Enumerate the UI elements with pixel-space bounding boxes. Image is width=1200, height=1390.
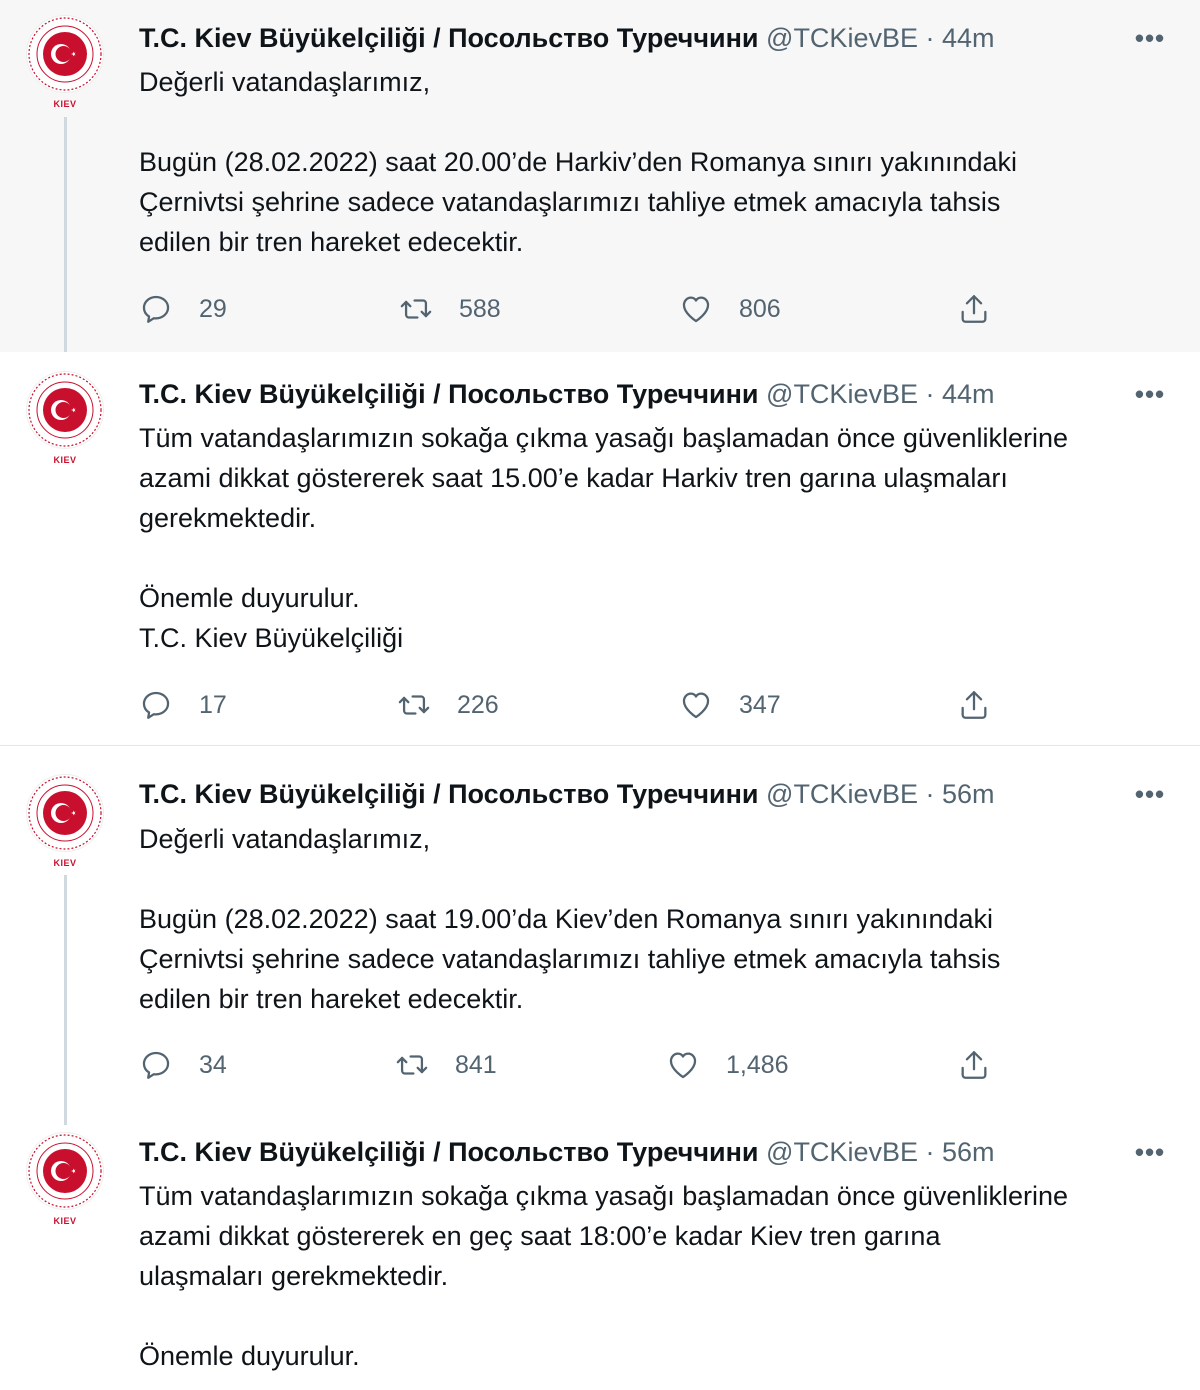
share-icon [957, 1048, 991, 1082]
more-horizontal-icon: ••• [1134, 23, 1166, 53]
text-line: azami dikkat göstererek saat 15.00’e kadar Harkiv tren garına ulaşmaları [139, 463, 1008, 493]
text-line: Değerli vatandaşlarımız, [139, 824, 431, 854]
text-line: Tüm vatandaşlarımızın sokağa çıkma yasağı başlamadan önce güvenliklerine [139, 423, 1068, 453]
author-handle[interactable]: @TCKievBE [766, 779, 918, 809]
text-line: Önemle duyurulur. [139, 583, 360, 613]
like-count: 806 [739, 294, 781, 323]
separator-dot: · [925, 1137, 935, 1167]
tweet-actions [139, 685, 1019, 725]
avatar-label: KIEV [53, 1216, 77, 1226]
tweet[interactable] [0, 0, 1200, 352]
timestamp[interactable]: 56m [942, 1137, 995, 1167]
reply-icon [139, 1048, 173, 1082]
text-line: Çernivtsi şehrine sadece vatandaşlarımızı tahliye etmek amacıyla tahsis [139, 944, 1001, 974]
timestamp[interactable]: 56m [942, 779, 995, 809]
more-options-button[interactable] [1130, 1137, 1170, 1176]
thread-line [64, 117, 67, 352]
like-count: 1,486 [726, 1050, 789, 1079]
text-line: Bugün (28.02.2022) saat 20.00’de Harkiv’den Romanya sınırı yakınındaki [139, 147, 1018, 177]
tweet-header [139, 377, 1180, 411]
embassy-emblem-icon [27, 16, 103, 92]
more-horizontal-icon: ••• [1134, 779, 1166, 809]
author-handle[interactable]: @TCKievBE [766, 379, 918, 409]
reply-count: 17 [199, 690, 227, 719]
retweet-button[interactable] [397, 685, 499, 725]
tweet-actions [139, 1045, 1019, 1085]
text-line: ulaşmaları gerekmektedir. [139, 1261, 449, 1291]
reply-count: 29 [199, 294, 227, 323]
retweet-button[interactable] [395, 1045, 497, 1085]
author-handle[interactable]: @TCKievBE [766, 1137, 918, 1167]
text-line: Önemle duyurulur. [139, 1341, 360, 1371]
avatar[interactable] [27, 775, 103, 868]
tweet[interactable] [0, 1115, 1200, 1390]
retweet-icon [397, 688, 431, 722]
avatar-label: KIEV [53, 99, 77, 109]
tweet-header [139, 1135, 1180, 1169]
more-horizontal-icon: ••• [1134, 1137, 1166, 1167]
avatar[interactable] [27, 372, 103, 465]
retweet-button[interactable] [399, 289, 501, 329]
share-button[interactable] [957, 1045, 991, 1085]
share-icon [957, 688, 991, 722]
retweet-count: 841 [455, 1050, 497, 1079]
retweet-count: 226 [457, 690, 499, 719]
timestamp[interactable]: 44m [942, 23, 995, 53]
text-line: Değerli vatandaşlarımız, [139, 67, 431, 97]
more-options-button[interactable] [1130, 779, 1170, 818]
reply-button[interactable] [139, 289, 227, 329]
text-line: azami dikkat göstererek en geç saat 18:00’e kadar Kiev tren garına [139, 1221, 941, 1251]
reply-button[interactable] [139, 1045, 227, 1085]
text-line: Çernivtsi şehrine sadece vatandaşlarımızı tahliye etmek amacıyla tahsis [139, 187, 1001, 217]
text-line: edilen bir tren hareket edecektir. [139, 227, 524, 257]
avatar-label: KIEV [53, 858, 77, 868]
avatar[interactable] [27, 16, 103, 109]
tweet-text [139, 418, 1179, 658]
tweet[interactable] [0, 745, 1200, 1115]
author-name[interactable]: T.C. Kiev Büyükelçiliği / Посольство Туреччини [139, 1137, 759, 1167]
text-line: edilen bir tren hareket edecektir. [139, 984, 524, 1014]
reply-icon [139, 688, 173, 722]
tweet-text [139, 819, 1179, 1019]
like-button[interactable] [679, 685, 781, 725]
separator-dot: · [925, 23, 935, 53]
heart-icon [679, 688, 713, 722]
reply-count: 34 [199, 1050, 227, 1079]
text-line: Bugün (28.02.2022) saat 19.00’da Kiev’den Romanya sınırı yakınındaki [139, 904, 994, 934]
tweet-header [139, 21, 1180, 55]
share-icon [957, 292, 991, 326]
embassy-emblem-icon [27, 775, 103, 851]
like-button[interactable] [666, 1045, 789, 1085]
more-options-button[interactable] [1130, 23, 1170, 62]
embassy-emblem-icon [27, 1133, 103, 1209]
heart-icon [679, 292, 713, 326]
like-button[interactable] [679, 289, 781, 329]
tweet-text [139, 1176, 1179, 1376]
like-count: 347 [739, 690, 781, 719]
tweet[interactable] [0, 352, 1200, 745]
tweet-header [139, 777, 1180, 811]
separator-dot: · [925, 379, 935, 409]
text-line: T.C. Kiev Büyükelçiliği [139, 623, 404, 653]
text-line: gerekmektedir. [139, 503, 317, 533]
reply-button[interactable] [139, 685, 227, 725]
author-name[interactable]: T.C. Kiev Büyükelçiliği / Посольство Туреччини [139, 379, 759, 409]
text-line: Tüm vatandaşlarımızın sokağa çıkma yasağı başlamadan önce güvenliklerine [139, 1181, 1068, 1211]
avatar[interactable] [27, 1133, 103, 1226]
thread-line [64, 875, 67, 1125]
share-button[interactable] [957, 289, 991, 329]
more-horizontal-icon: ••• [1134, 379, 1166, 409]
more-options-button[interactable] [1130, 379, 1170, 418]
tweet-actions [139, 289, 1019, 329]
author-name[interactable]: T.C. Kiev Büyükelçiliği / Посольство Туреччини [139, 23, 759, 53]
retweet-icon [395, 1048, 429, 1082]
author-handle[interactable]: @TCKievBE [766, 23, 918, 53]
retweet-count: 588 [459, 294, 501, 323]
avatar-label: KIEV [53, 455, 77, 465]
embassy-emblem-icon [27, 372, 103, 448]
reply-icon [139, 292, 173, 326]
tweet-text [139, 62, 1179, 262]
author-name[interactable]: T.C. Kiev Büyükelçiliği / Посольство Туреччини [139, 779, 759, 809]
heart-icon [666, 1048, 700, 1082]
timestamp[interactable]: 44m [942, 379, 995, 409]
separator-dot: · [925, 779, 935, 809]
share-button[interactable] [957, 685, 991, 725]
retweet-icon [399, 292, 433, 326]
